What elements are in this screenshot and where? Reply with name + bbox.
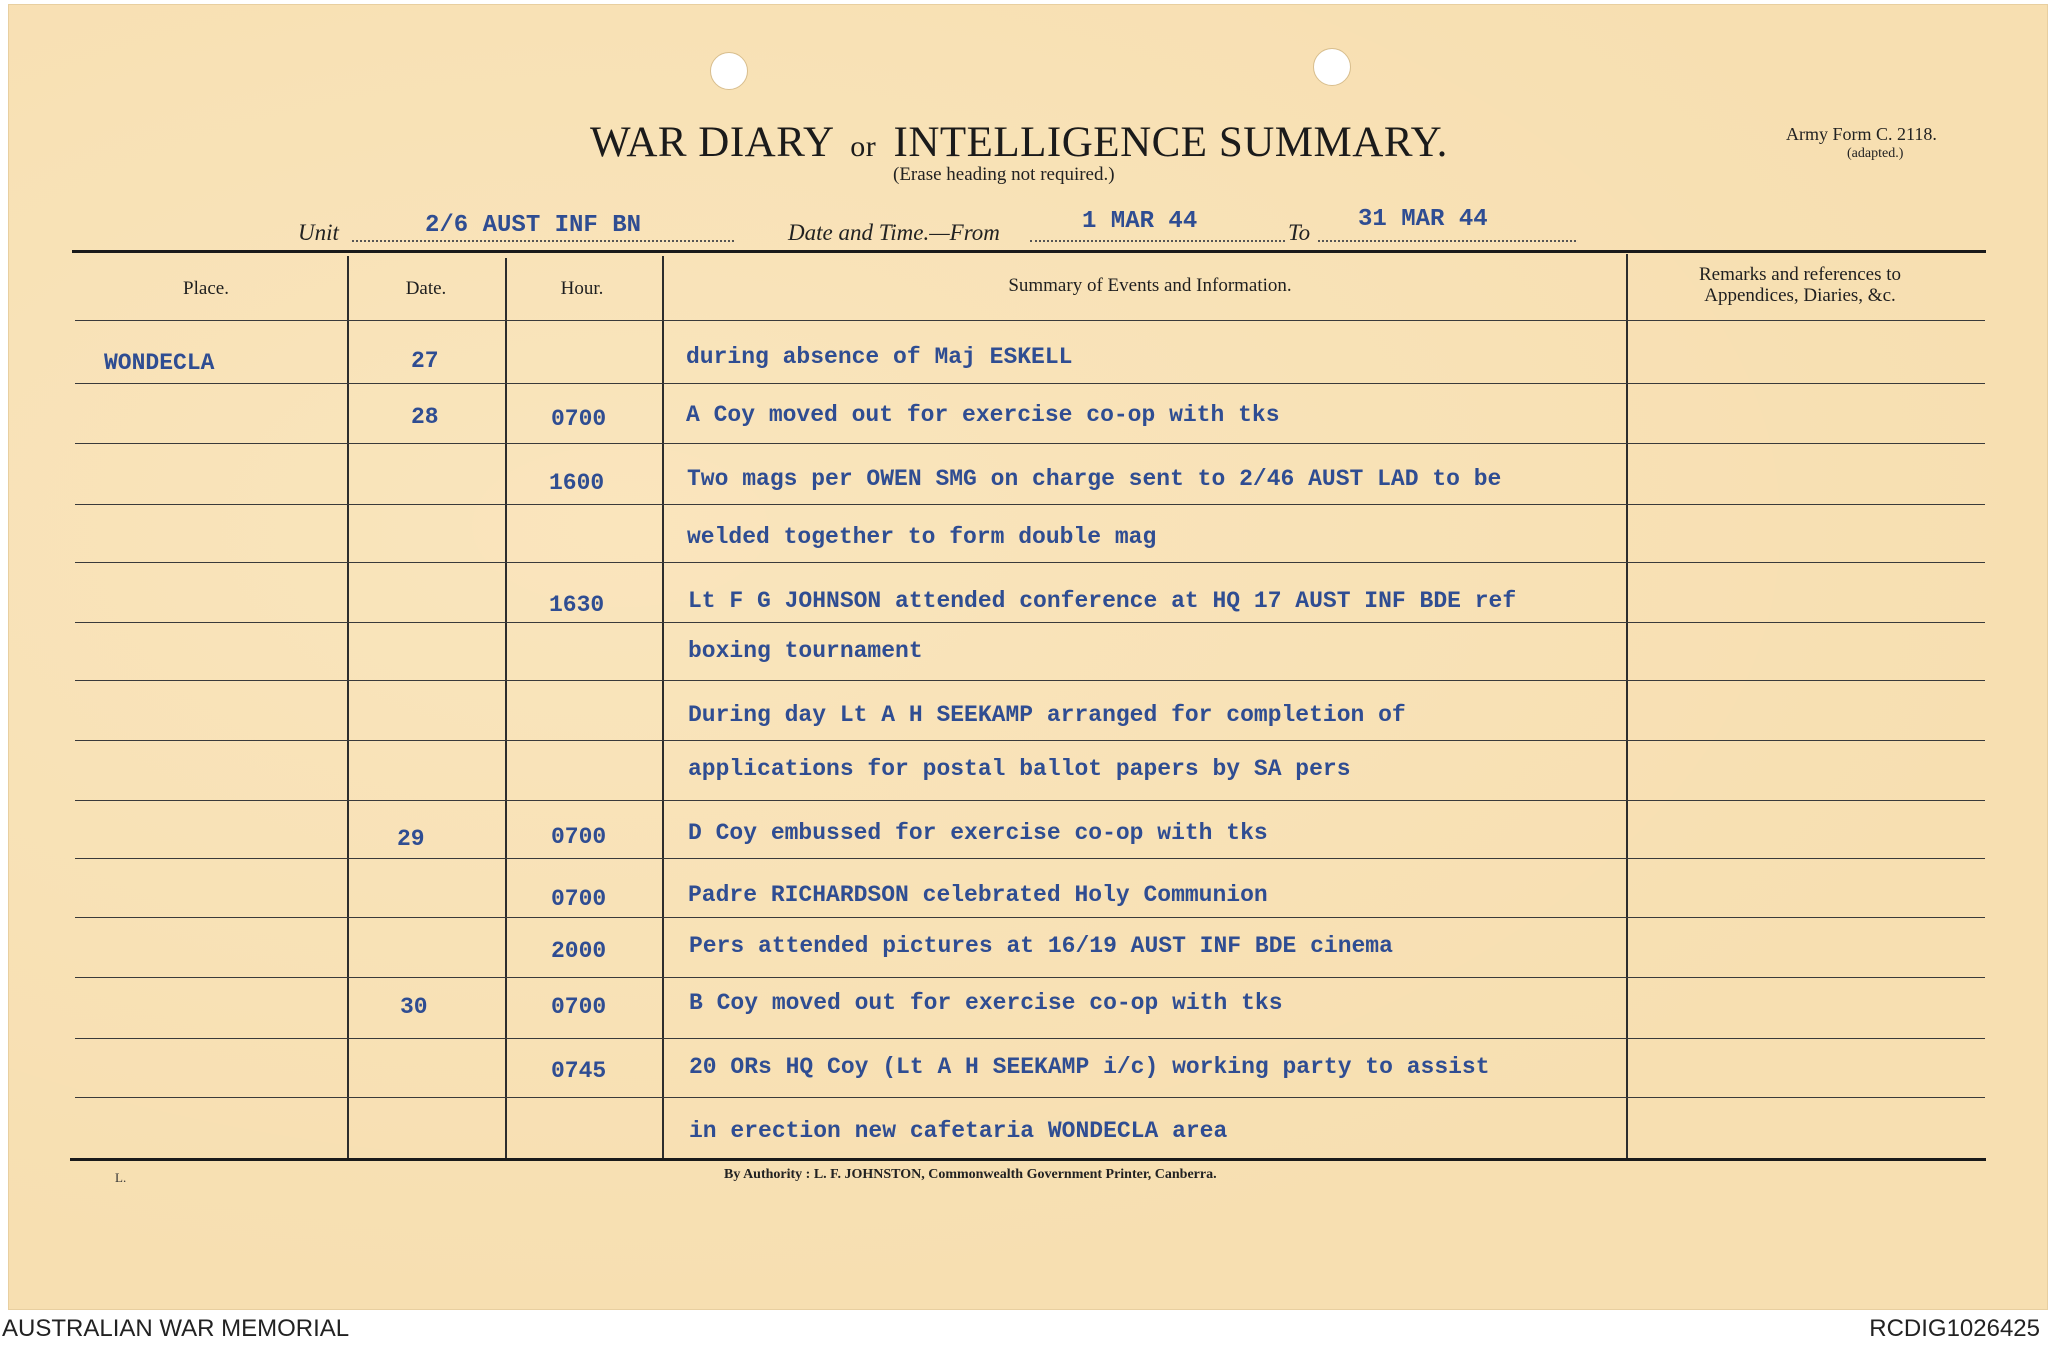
column-header-place: Place.	[183, 278, 229, 299]
entry-date: 27	[411, 348, 439, 374]
entry-hour: 0700	[551, 824, 607, 850]
unit-value: 2/6 AUST INF BN	[425, 212, 642, 239]
entry-text: 20 ORs HQ Coy (Lt A H SEEKAMP i/c) working party to assist	[689, 1054, 1490, 1080]
row-rule	[75, 858, 1985, 859]
form-title	[590, 118, 1448, 167]
row-rule	[75, 320, 1985, 321]
column-divider-hour	[662, 256, 664, 1158]
table-top-border	[72, 250, 1986, 253]
entry-text: in erection new cafetaria WONDECLA area	[689, 1118, 1228, 1144]
printer-authority: By Authority : L. F. JOHNSTON, Commonwealth Government Printer, Canberra.	[724, 1167, 1217, 1182]
title-or: or	[850, 130, 877, 163]
row-rule	[75, 1038, 1985, 1039]
column-divider-summary	[1626, 254, 1628, 1158]
entry-text: Lt F G JOHNSON attended conference at HQ 17 AUST INF BDE ref	[688, 588, 1517, 614]
entry-text: During day Lt A H SEEKAMP arranged for completion of	[688, 702, 1406, 728]
row-rule	[75, 977, 1985, 978]
entry-hour: 0700	[551, 406, 607, 432]
row-rule	[75, 383, 1985, 384]
row-rule	[75, 680, 1985, 681]
entry-hour: 0700	[551, 886, 607, 912]
entry-text: boxing tournament	[688, 638, 923, 664]
entry-text: welded together to form double mag	[687, 524, 1157, 550]
from-dotted-line	[1030, 240, 1285, 242]
to-date-value: 31 MAR 44	[1358, 206, 1488, 233]
form-number: Army Form C. 2118.	[1786, 124, 1937, 144]
entry-text: Padre RICHARDSON celebrated Holy Communion	[688, 882, 1268, 908]
table-bottom-border	[70, 1158, 1986, 1161]
unit-label: Unit	[298, 220, 339, 245]
unit-dotted-line	[352, 240, 734, 242]
column-header-remarks-line2: Appendices, Diaries, &c.	[1704, 285, 1896, 306]
row-rule	[75, 800, 1985, 801]
form-sheet	[8, 4, 2048, 1310]
row-rule	[75, 622, 1985, 623]
entry-hour: 0745	[551, 1058, 607, 1084]
entry-text: applications for postal ballot papers by SA pers	[688, 756, 1351, 782]
entry-text: Two mags per OWEN SMG on charge sent to 2/46 AUST LAD to be	[687, 466, 1502, 492]
form-subtitle: (Erase heading not required.)	[893, 164, 1115, 185]
punch-hole-left	[710, 52, 748, 90]
column-divider-date	[505, 258, 507, 1158]
entry-date: 30	[400, 994, 428, 1020]
entry-text: Pers attended pictures at 16/19 AUST INF BDE cinema	[689, 933, 1393, 959]
row-rule	[75, 740, 1985, 741]
row-rule	[75, 504, 1985, 505]
row-rule	[75, 562, 1985, 563]
entry-date: 29	[397, 826, 425, 852]
column-divider-place	[347, 256, 349, 1158]
entry-date: 28	[411, 404, 439, 430]
column-header-date: Date.	[405, 278, 447, 299]
entry-text: A Coy moved out for exercise co-op with tks	[686, 402, 1280, 428]
title-intelligence-summary: INTELLIGENCE SUMMARY.	[893, 119, 1448, 166]
column-header-hour: Hour.	[560, 278, 604, 299]
entry-text: D Coy embussed for exercise co-op with tks	[688, 820, 1268, 846]
column-header-summary: Summary of Events and Information.	[1008, 275, 1292, 296]
entry-place: WONDECLA	[104, 350, 215, 376]
row-rule	[75, 443, 1985, 444]
to-dotted-line	[1318, 240, 1576, 242]
row-rule	[75, 1097, 1985, 1098]
column-header-remarks-line1: Remarks and references to	[1698, 264, 1902, 285]
from-date-value: 1 MAR 44	[1082, 208, 1198, 235]
archive-credit-left: AUSTRALIAN WAR MEMORIAL	[2, 1315, 350, 1342]
entry-hour: 1630	[549, 592, 605, 618]
entry-text: B Coy moved out for exercise co-op with tks	[689, 990, 1283, 1016]
entry-hour: 2000	[551, 938, 607, 964]
title-war-diary: WAR DIARY	[590, 119, 833, 166]
form-adapted: (adapted.)	[1847, 146, 1904, 161]
entry-text: during absence of Maj ESKELL	[686, 344, 1073, 370]
corner-mark: L.	[115, 1170, 127, 1185]
entry-hour: 0700	[551, 994, 607, 1020]
row-rule	[75, 917, 1985, 918]
to-label: To	[1288, 220, 1311, 245]
entry-hour: 1600	[549, 470, 605, 496]
punch-hole-right	[1313, 48, 1351, 86]
archive-credit-right: RCDIG1026425	[1869, 1315, 2040, 1342]
date-time-label: Date and Time.—From	[788, 220, 1000, 245]
